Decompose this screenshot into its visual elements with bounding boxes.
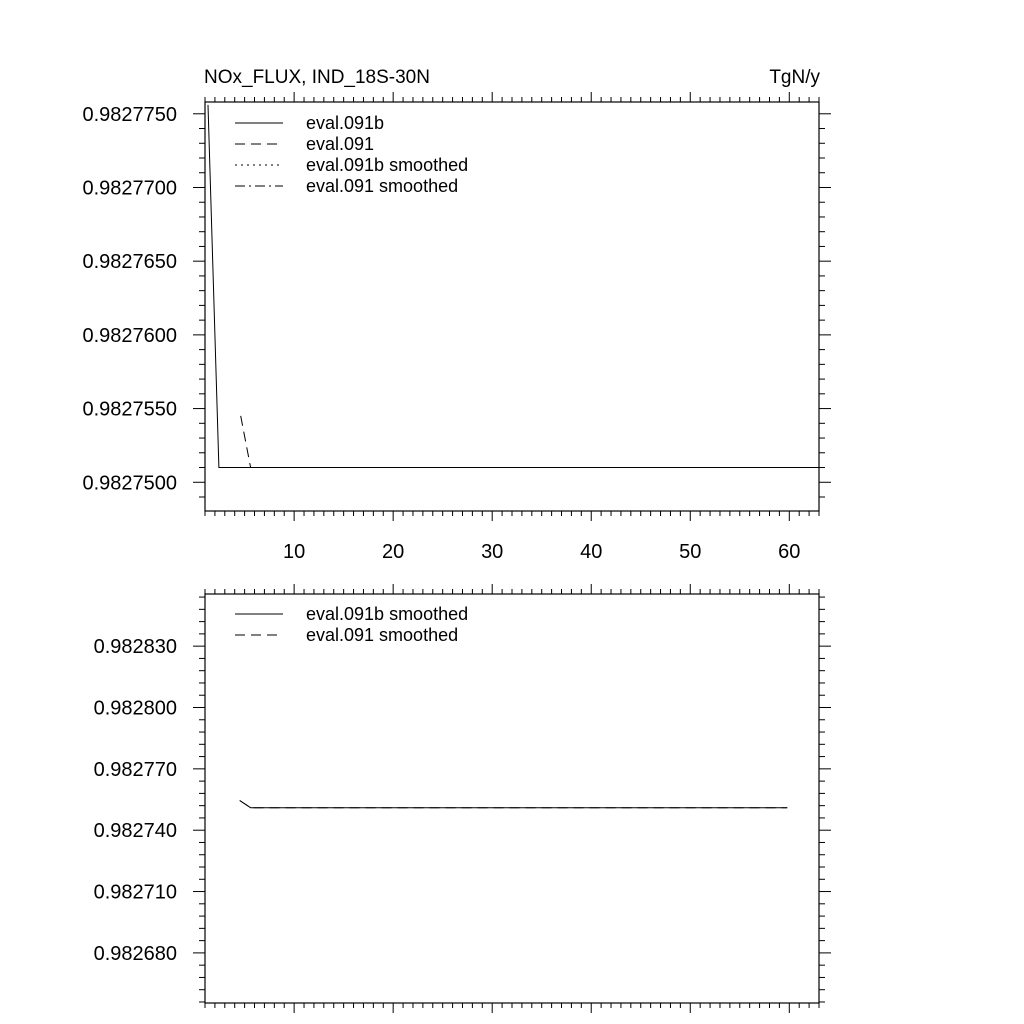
legend-label: eval.091b: [306, 113, 385, 133]
x-tick-label: 50: [679, 541, 702, 563]
y-tick-label: 0.982770: [93, 758, 177, 781]
y-tick-label: 0.982680: [93, 942, 177, 965]
y-tick-label: 0.982830: [93, 636, 177, 659]
x-tick-label: 60: [778, 541, 801, 563]
units-label: TgN/y: [769, 67, 820, 88]
y-tick-label: 0.982710: [93, 881, 177, 904]
y-tick-label: 0.9827700: [82, 177, 177, 200]
x-tick-label: 40: [580, 541, 603, 563]
plot-frame: [205, 594, 819, 1003]
legend-label: eval.091b smoothed: [306, 155, 469, 175]
legend-label: eval.091 smoothed: [306, 625, 459, 645]
y-tick-label: 0.9827500: [82, 472, 177, 495]
y-tick-label: 0.982740: [93, 820, 177, 843]
chart-title: NOx_FLUX, IND_18S-30N: [204, 67, 430, 88]
series-line: [240, 801, 788, 808]
x-tick-label: 30: [481, 541, 504, 563]
legend-label: eval.091 smoothed: [306, 176, 459, 196]
top-plot: [82, 92, 831, 563]
y-tick-label: 0.982800: [93, 697, 177, 720]
x-tick-label: 10: [283, 541, 306, 563]
y-tick-label: 0.9827650: [82, 251, 177, 274]
bottom-plot: [94, 584, 831, 1013]
plot-frame: [205, 102, 819, 511]
x-tick-label: 20: [382, 541, 405, 563]
y-tick-label: 0.9827750: [82, 103, 177, 126]
y-tick-label: 0.9827550: [82, 398, 177, 421]
y-tick-label: 0.9827600: [82, 324, 177, 347]
series-line: [240, 801, 788, 808]
legend-label: eval.091b smoothed: [306, 604, 469, 624]
legend-label: eval.091: [306, 134, 375, 154]
series-line: [208, 105, 819, 468]
series-line: [241, 416, 819, 468]
